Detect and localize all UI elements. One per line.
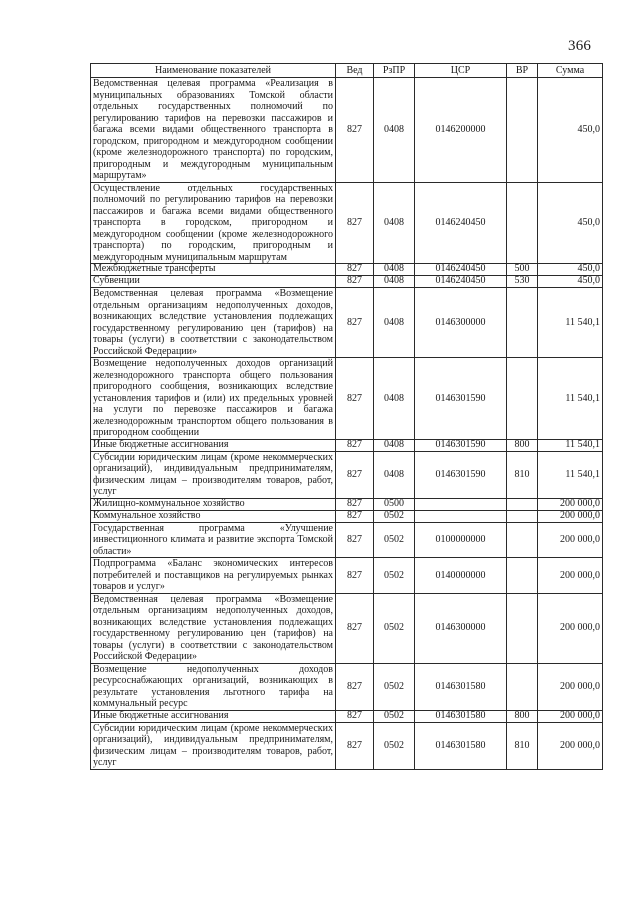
row-ved: 827 — [336, 663, 374, 710]
table-header-row — [91, 64, 603, 78]
row-name: Субвенции — [91, 276, 336, 288]
row-ved: 827 — [336, 510, 374, 522]
row-rzpr: 0408 — [374, 264, 415, 276]
row-vr — [507, 182, 538, 264]
row-sum: 200 000,0 — [538, 498, 603, 510]
row-ved: 827 — [336, 451, 374, 498]
row-csr: 0146300000 — [415, 593, 507, 663]
page-number: 366 — [568, 38, 592, 54]
row-ved: 827 — [336, 498, 374, 510]
header-vr: ВР — [507, 64, 538, 78]
row-csr: 0146240450 — [415, 182, 507, 264]
table-row — [91, 558, 603, 594]
budget-table — [90, 63, 603, 770]
row-sum: 450,0 — [538, 78, 603, 183]
row-csr: 0100000000 — [415, 522, 507, 558]
row-vr: 800 — [507, 710, 538, 722]
row-sum: 11 540,1 — [538, 439, 603, 451]
row-vr — [507, 78, 538, 183]
row-vr: 800 — [507, 439, 538, 451]
row-name: Межбюджетные трансферты — [91, 264, 336, 276]
row-ved: 827 — [336, 522, 374, 558]
header-sum: Сумма — [538, 64, 603, 78]
row-name: Возмещение недополученных доходов организаций железнодорожного транспорта общего пользования пригородного сообщения, возникающих вследствие установления тарифов и (или) их предельных уровней на услуги по перевозке пассажиров и багажа железнодорожным транспортом общего пользования в пригородном сообщении — [91, 358, 336, 440]
row-vr — [507, 498, 538, 510]
row-sum: 11 540,1 — [538, 288, 603, 358]
header-csr: ЦСР — [415, 64, 507, 78]
row-rzpr: 0502 — [374, 558, 415, 594]
row-csr: 0146301580 — [415, 710, 507, 722]
row-ved: 827 — [336, 264, 374, 276]
row-ved: 827 — [336, 182, 374, 264]
row-rzpr: 0502 — [374, 510, 415, 522]
row-csr — [415, 498, 507, 510]
table-row — [91, 264, 603, 276]
row-csr: 0146301590 — [415, 439, 507, 451]
table-row — [91, 722, 603, 769]
row-rzpr: 0408 — [374, 78, 415, 183]
row-name: Субсидии юридическим лицам (кроме некоммерческих организаций), индивидуальным предпринимателям, физическим лицам – производителям товаров, работ, услуг — [91, 722, 336, 769]
row-sum: 200 000,0 — [538, 722, 603, 769]
row-sum: 200 000,0 — [538, 593, 603, 663]
row-rzpr: 0408 — [374, 288, 415, 358]
row-vr: 500 — [507, 264, 538, 276]
row-sum: 200 000,0 — [538, 558, 603, 594]
row-sum: 450,0 — [538, 276, 603, 288]
row-csr: 0146240450 — [415, 276, 507, 288]
row-ved: 827 — [336, 593, 374, 663]
header-ved: Вед — [336, 64, 374, 78]
row-rzpr: 0502 — [374, 593, 415, 663]
row-sum: 450,0 — [538, 182, 603, 264]
table-row — [91, 522, 603, 558]
row-sum: 200 000,0 — [538, 510, 603, 522]
row-csr — [415, 510, 507, 522]
row-rzpr: 0408 — [374, 358, 415, 440]
row-rzpr: 0502 — [374, 663, 415, 710]
table-row — [91, 593, 603, 663]
row-csr: 0146301590 — [415, 358, 507, 440]
row-vr — [507, 593, 538, 663]
row-name: Ведомственная целевая программа «Реализация в муниципальных образованиях Томской области отдельных государственных полномочий по регулированию тарифов на перевозки пассажиров и багажа всеми видами общественного транспорта в городском, пригородном и междугородном сообщении (кроме железнодорожного транспорта) по городским, пригородным и междугородным муниципальным маршрутам» — [91, 78, 336, 183]
header-name: Наименование показателей — [91, 64, 336, 78]
row-name: Подпрограмма «Баланс экономических интересов потребителей и поставщиков на регулируемых рынках товаров и услуг» — [91, 558, 336, 594]
header-rzpr: РзПР — [374, 64, 415, 78]
row-sum: 200 000,0 — [538, 663, 603, 710]
row-csr: 0140000000 — [415, 558, 507, 594]
row-ved: 827 — [336, 78, 374, 183]
row-csr: 0146301580 — [415, 663, 507, 710]
row-vr — [507, 358, 538, 440]
row-vr — [507, 288, 538, 358]
row-vr: 530 — [507, 276, 538, 288]
row-name: Возмещение недополученных доходов ресурсоснабжающих организаций, возникающих в результате установления льготного тарифа на коммунальный ресурс — [91, 663, 336, 710]
row-vr — [507, 522, 538, 558]
row-name: Коммунальное хозяйство — [91, 510, 336, 522]
row-name: Жилищно-коммунальное хозяйство — [91, 498, 336, 510]
table-row — [91, 288, 603, 358]
row-name: Ведомственная целевая программа «Возмещение отдельным организациям недополученных доходов, возникающих вследствие установления подлежащих государственному регулированию цен (тарифов) на товары (услуги) в соответствии с законодательством Российской Федерации» — [91, 288, 336, 358]
row-name: Государственная программа «Улучшение инвестиционного климата и развитие экспорта Томской области» — [91, 522, 336, 558]
table-row — [91, 498, 603, 510]
row-name: Иные бюджетные ассигнования — [91, 439, 336, 451]
row-ved: 827 — [336, 288, 374, 358]
row-sum: 11 540,1 — [538, 358, 603, 440]
row-name: Осуществление отдельных государственных полномочий по регулированию тарифов на перевозки пассажиров и багажа всеми видами общественного транспорта в городском, пригородном и междугородном сообщении (кроме железнодорожного транспорта) по городским, пригородным и междугородным муниципальным маршрутам — [91, 182, 336, 264]
row-csr: 0146300000 — [415, 288, 507, 358]
row-vr — [507, 510, 538, 522]
table-row — [91, 510, 603, 522]
row-sum: 450,0 — [538, 264, 603, 276]
row-ved: 827 — [336, 439, 374, 451]
table-row — [91, 710, 603, 722]
table-row — [91, 451, 603, 498]
row-name: Ведомственная целевая программа «Возмещение отдельным организациям недополученных доходов, возникающих вследствие установления подлежащих государственному регулированию цен (тарифов) на товары (услуги) в соответствии с законодательством Российской Федерации» — [91, 593, 336, 663]
row-rzpr: 0500 — [374, 498, 415, 510]
row-ved: 827 — [336, 722, 374, 769]
row-csr: 0146240450 — [415, 264, 507, 276]
table-row — [91, 439, 603, 451]
table-row — [91, 78, 603, 183]
row-rzpr: 0408 — [374, 439, 415, 451]
row-vr — [507, 558, 538, 594]
row-sum: 200 000,0 — [538, 710, 603, 722]
row-rzpr: 0408 — [374, 451, 415, 498]
table-row — [91, 663, 603, 710]
row-vr: 810 — [507, 722, 538, 769]
row-ved: 827 — [336, 558, 374, 594]
row-rzpr: 0408 — [374, 276, 415, 288]
row-sum: 200 000,0 — [538, 522, 603, 558]
table-row — [91, 182, 603, 264]
row-rzpr: 0408 — [374, 182, 415, 264]
row-vr: 810 — [507, 451, 538, 498]
row-name: Иные бюджетные ассигнования — [91, 710, 336, 722]
row-name: Субсидии юридическим лицам (кроме некоммерческих организаций), индивидуальным предпринимателям, физическим лицам – производителям товаров, работ, услуг — [91, 451, 336, 498]
table-row — [91, 276, 603, 288]
row-csr: 0146301590 — [415, 451, 507, 498]
row-rzpr: 0502 — [374, 722, 415, 769]
row-ved: 827 — [336, 710, 374, 722]
row-sum: 11 540,1 — [538, 451, 603, 498]
table-row — [91, 358, 603, 440]
row-ved: 827 — [336, 358, 374, 440]
row-vr — [507, 663, 538, 710]
row-rzpr: 0502 — [374, 710, 415, 722]
row-rzpr: 0502 — [374, 522, 415, 558]
row-csr: 0146200000 — [415, 78, 507, 183]
row-csr: 0146301580 — [415, 722, 507, 769]
row-ved: 827 — [336, 276, 374, 288]
